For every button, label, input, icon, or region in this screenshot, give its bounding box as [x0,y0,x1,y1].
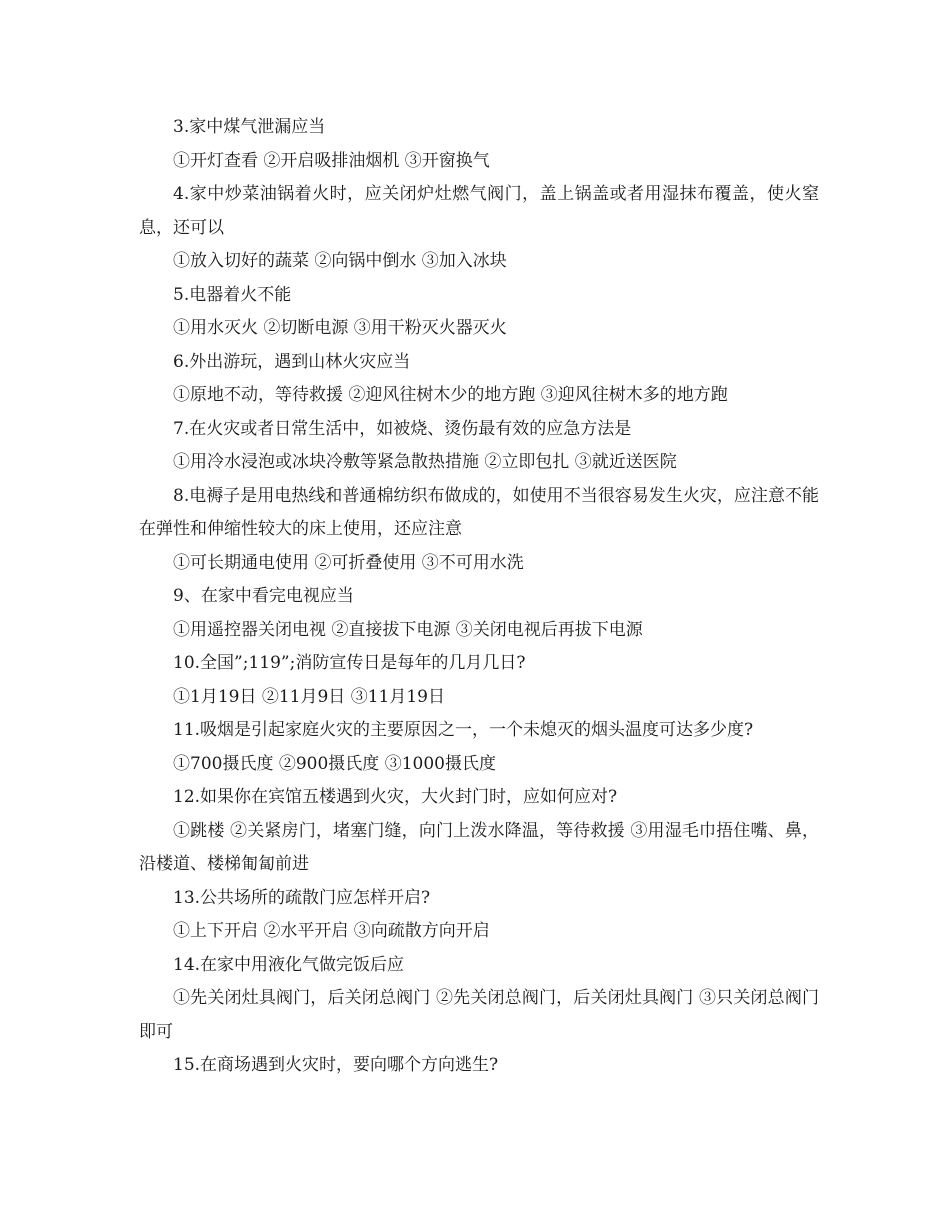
question-9: 9、在家中看完电视应当 [173,586,354,606]
options-4: ①放入切好的蔬菜 ②向锅中倒水 ③加入冰块 [173,251,507,271]
document-page [139,111,819,1083]
options-11: ①700摄氏度 ②900摄氏度 ③1000摄氏度 [173,753,496,774]
options-13: ①上下开启 ②水平开启 ③向疏散方向开启 [173,921,490,941]
options-10: ①1月19日 ②11月9日 ③11月19日 [173,686,445,707]
question-4: 4.家中炒菜油锅着火时，应关闭炉灶燃气阀门，盖上锅盖或者用湿抹布覆盖，使火窒息，还可以 [139,184,819,238]
question-8: 8.电褥子是用电热线和普通棉纺织布做成的，如使用不当很容易发生火灾，应注意不能在弹性和伸缩性较大的床上使用，还应注意 [139,485,819,539]
question-11: 11.吸烟是引起家庭火灾的主要原因之一，一个未熄灭的烟头温度可达多少度? [173,720,754,740]
question-7: 7.在火灾或者日常生活中，如被烧、烫伤最有效的应急方法是 [173,418,632,439]
options-12: ①跳楼 ②关紧房门，堵塞门缝，向门上泼水降温，等待救援 ③用湿毛巾捂住嘴、鼻，沿楼道、楼梯匍匐前进 [139,820,819,874]
question-14: 14.在家中用液化气做完饭后应 [173,954,405,975]
options-6: ①原地不动，等待救援 ②迎风往树木少的地方跑 ③迎风往树木多的地方跑 [173,385,728,405]
options-8: ①可长期通电使用 ②可折叠使用 ③不可用水洗 [173,552,524,573]
question-13: 13.公共场所的疏散门应怎样开启? [173,887,431,908]
question-3: 3.家中煤气泄漏应当 [173,117,326,137]
question-10: 10.全国”;119”;消防宣传日是每年的几月几日? [173,653,526,673]
question-6: 6.外出游玩，遇到山林火灾应当 [173,351,411,372]
options-9: ①用遥控器关闭电视 ②直接拔下电源 ③关闭电视后再拔下电源 [173,619,643,640]
options-14: ①先关闭灶具阀门，后关闭总阀门 ②先关闭总阀门，后关闭灶具阀门 ③只关闭总阀门即可 [139,988,819,1042]
question-12: 12.如果你在宾馆五楼遇到火灾，大火封门时，应如何应对? [173,787,618,807]
question-15: 15.在商场遇到火灾时，要向哪个方向逃生? [173,1055,499,1075]
options-3: ①开灯查看 ②开启吸排油烟机 ③开窗换气 [173,150,490,171]
question-5: 5.电器着火不能 [173,284,292,305]
options-7: ①用冷水浸泡或冰块冷敷等紧急散热措施 ②立即包扎 ③就近送医院 [173,452,677,472]
options-5: ①用水灭火 ②切断电源 ③用干粉灭火器灭火 [173,318,507,338]
